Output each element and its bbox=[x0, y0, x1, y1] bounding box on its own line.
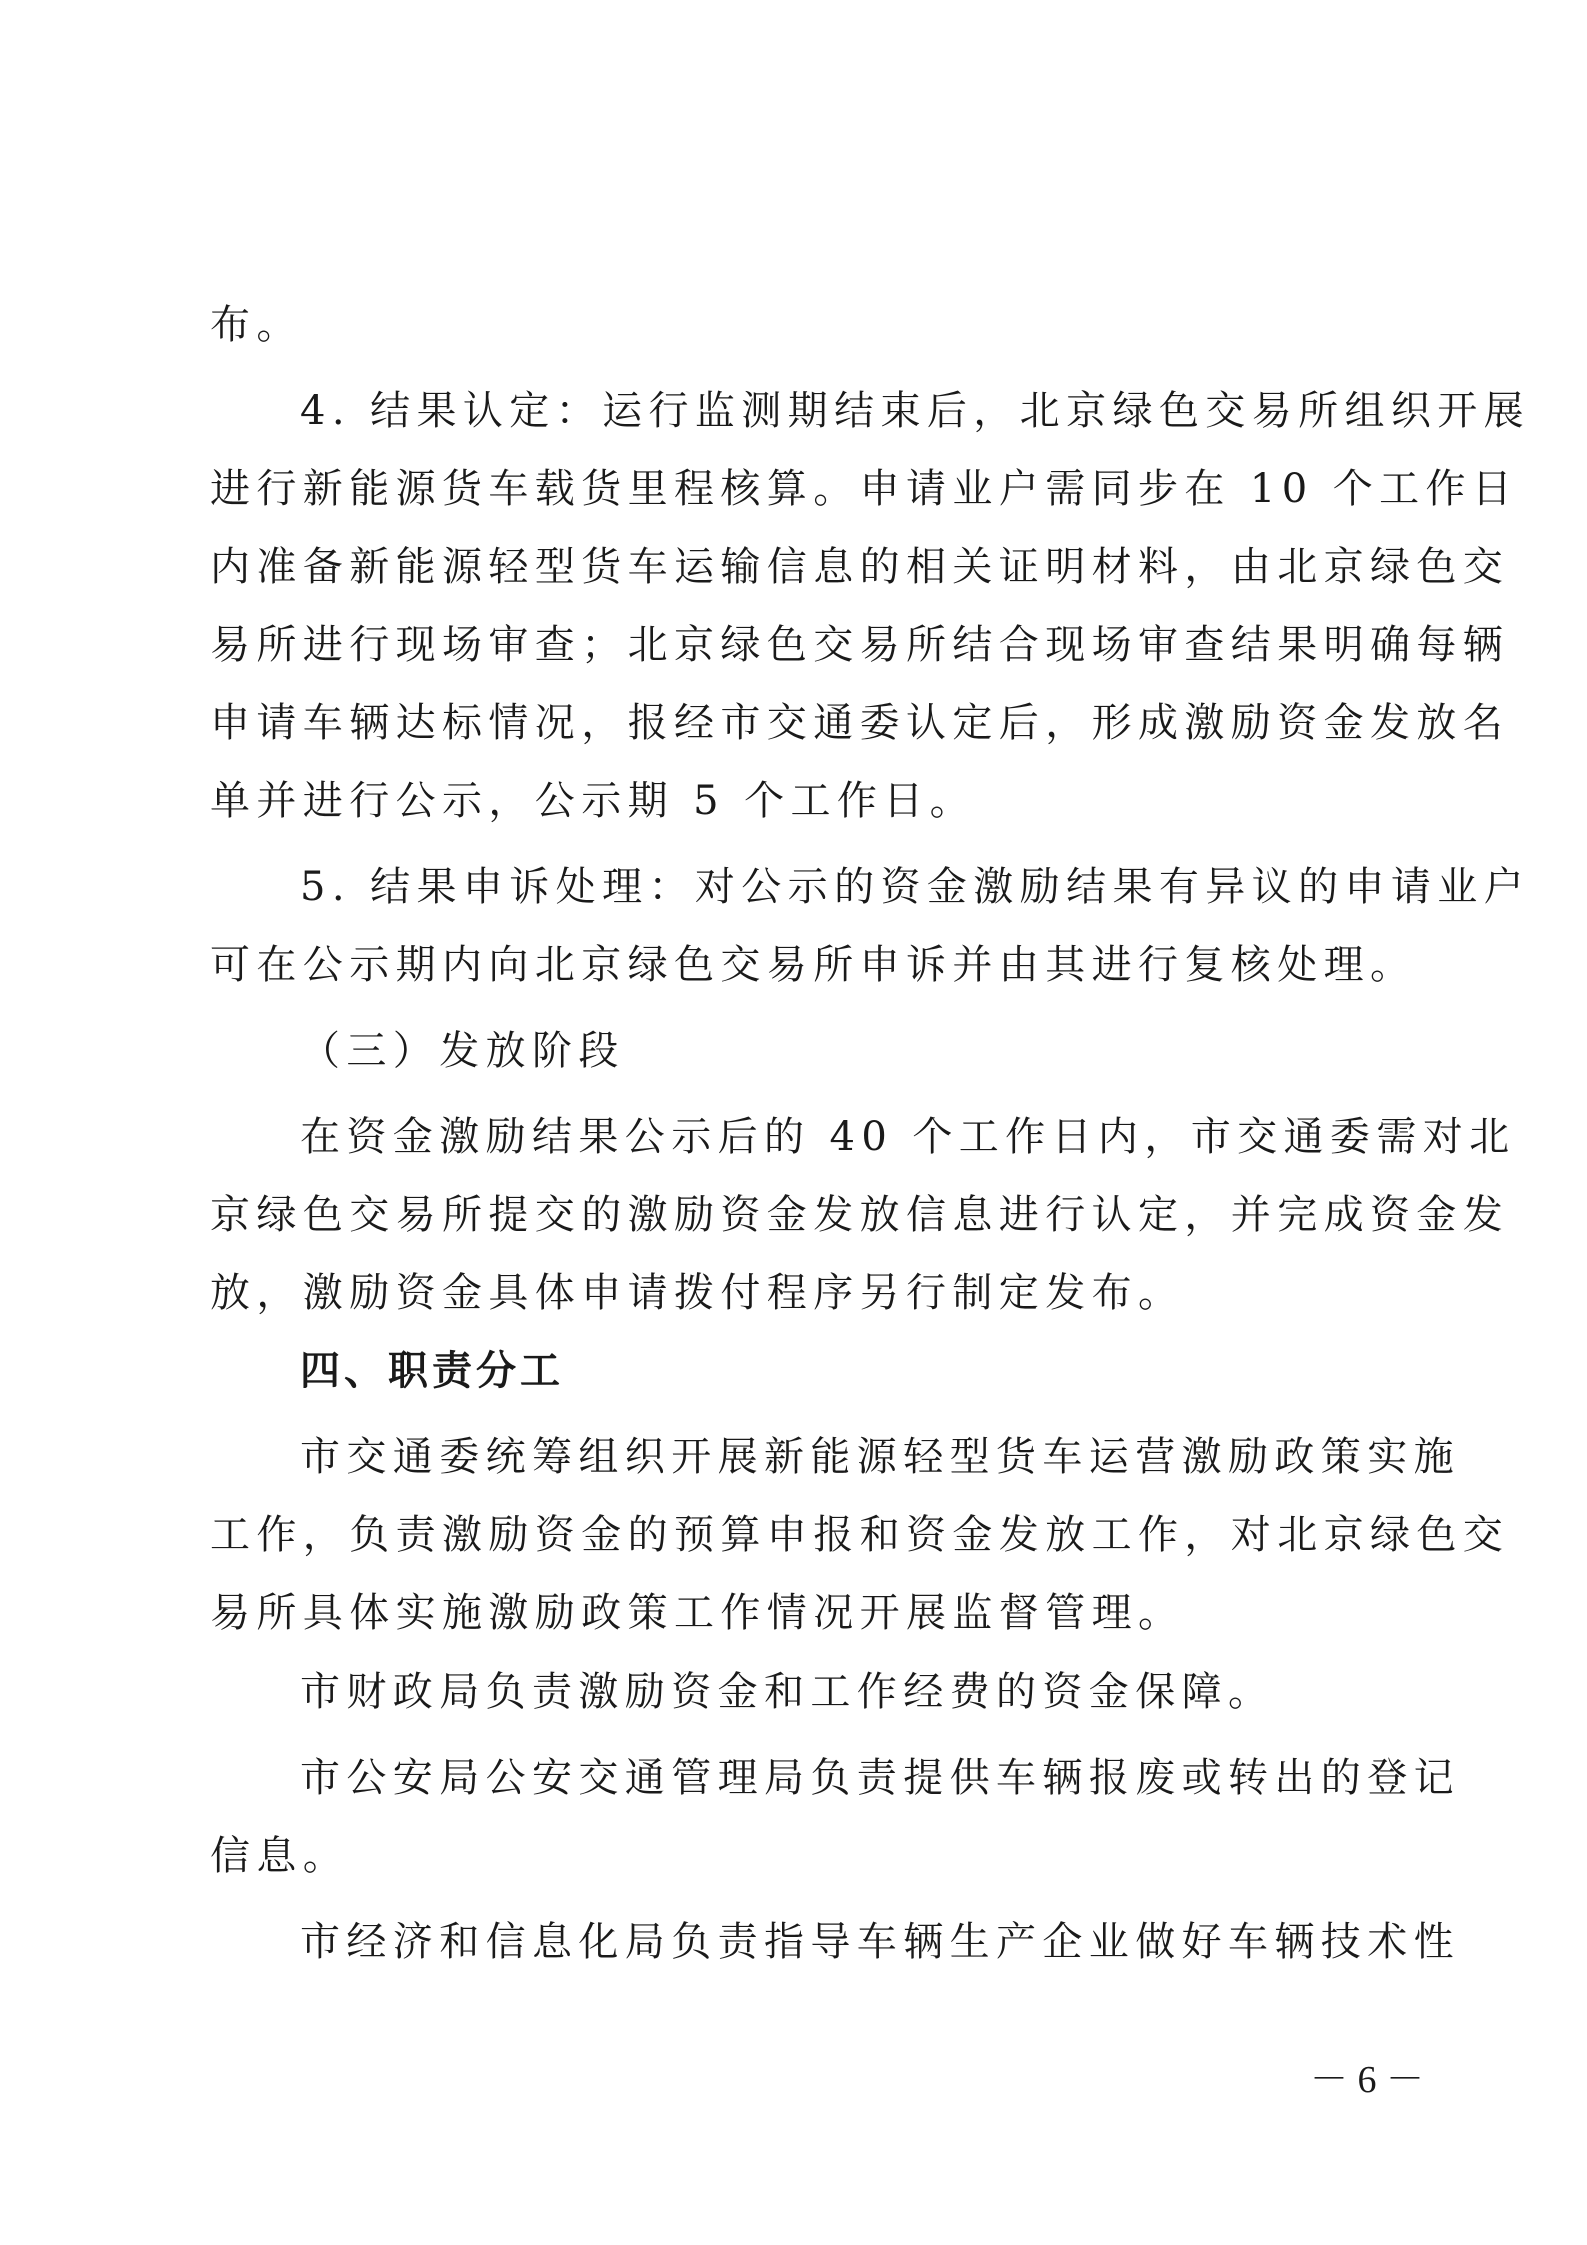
text-line: 市交通委统筹组织开展新能源轻型货车运营激励政策实施 bbox=[300, 1434, 1460, 1480]
section-heading: 四、职责分工 bbox=[300, 1348, 564, 1394]
text-line: 市财政局负责激励资金和工作经费的资金保障。 bbox=[300, 1669, 1275, 1715]
text-line: 可在公示期内向北京绿色交易所申诉并由其进行复核处理。 bbox=[210, 942, 1417, 988]
text-line: 市公安局公安交通管理局负责提供车辆报废或转出的登记 bbox=[300, 1755, 1460, 1801]
text-line: 信息。 bbox=[210, 1833, 350, 1879]
text-line: 进行新能源货车载货里程核算。申请业户需同步在 10 个工作日 bbox=[210, 466, 1519, 512]
text-line: 4. 结果认定：运行监测期结束后，北京绿色交易所组织开展 bbox=[300, 388, 1531, 434]
text-line: 易所具体实施激励政策工作情况开展监督管理。 bbox=[210, 1590, 1185, 1636]
text-line: 工作，负责激励资金的预算申报和资金发放工作，对北京绿色交 bbox=[210, 1512, 1510, 1558]
text-line: 布。 bbox=[210, 302, 303, 348]
text-line: 放，激励资金具体申请拨付程序另行制定发布。 bbox=[210, 1270, 1185, 1316]
text-line: 申请车辆达标情况，报经市交通委认定后，形成激励资金发放名 bbox=[210, 700, 1510, 746]
text-line: 内准备新能源轻型货车运输信息的相关证明材料，由北京绿色交 bbox=[210, 544, 1510, 590]
text-line: 单并进行公示，公示期 5 个工作日。 bbox=[210, 778, 977, 824]
text-line: 5. 结果申诉处理：对公示的资金激励结果有异议的申请业户 bbox=[300, 864, 1531, 910]
page-number: － 6 － bbox=[1310, 2059, 1425, 2101]
section-subheading: （三）发放阶段 bbox=[300, 1028, 625, 1074]
text-line: 在资金激励结果公示后的 40 个工作日内，市交通委需对北 bbox=[300, 1114, 1516, 1160]
text-line: 京绿色交易所提交的激励资金发放信息进行认定，并完成资金发 bbox=[210, 1192, 1510, 1238]
text-line: 市经济和信息化局负责指导车辆生产企业做好车辆技术性 bbox=[300, 1919, 1460, 1965]
text-line: 易所进行现场审查；北京绿色交易所结合现场审查结果明确每辆 bbox=[210, 622, 1510, 668]
